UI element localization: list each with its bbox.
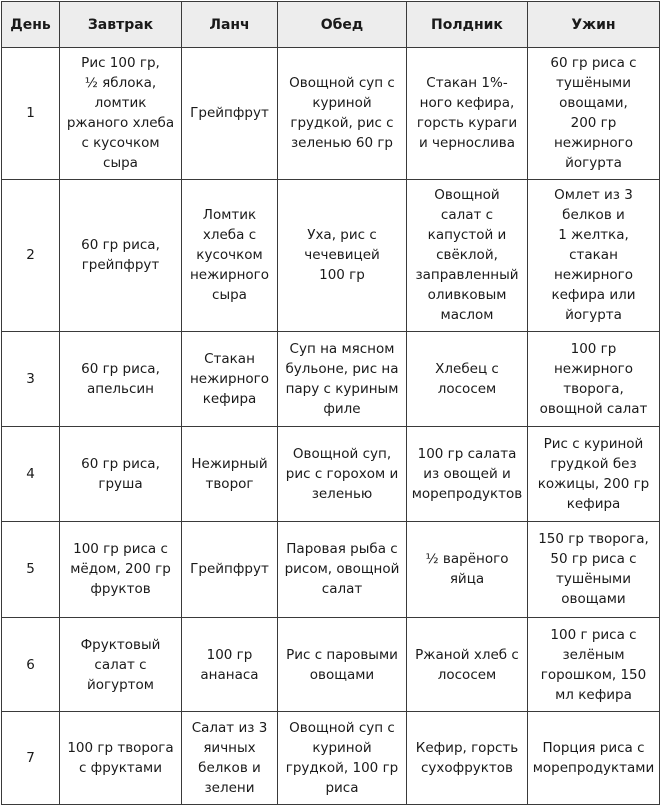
table-row xyxy=(2,617,660,712)
header-row xyxy=(2,2,660,48)
diet-menu-table xyxy=(1,1,660,805)
day-cell: 6 xyxy=(2,617,60,712)
header-lunch: Ланч xyxy=(182,2,278,48)
dinner-cell: Овощной суп с куриной грудкой, 100 гр риса xyxy=(278,712,407,805)
day-cell: 7 xyxy=(2,712,60,805)
table-row xyxy=(2,48,660,180)
day-cell: 4 xyxy=(2,427,60,522)
lunch-cell: Стакан нежирного кефира xyxy=(182,331,278,427)
dinner-cell: Суп на мясном бульоне, рис на пару с куриным филе xyxy=(278,331,407,427)
table-row xyxy=(2,522,660,618)
supper-cell: 150 гр творога, 50 гр риса с тушёными овощами xyxy=(528,522,660,618)
supper-cell: Рис с куриной грудкой без кожицы, 200 гр кефира xyxy=(528,427,660,522)
lunch-cell: 100 гр ананаса xyxy=(182,617,278,712)
day-cell: 3 xyxy=(2,331,60,427)
header-dinner: Обед xyxy=(278,2,407,48)
breakfast-cell: 100 гр творога с фруктами xyxy=(60,712,182,805)
lunch-cell: Салат из 3 яичных белков и зелени xyxy=(182,712,278,805)
table-row xyxy=(2,331,660,427)
header-breakfast: Завтрак xyxy=(60,2,182,48)
snack-cell: Стакан 1%- ного кефира, горсть кураги и чернослива xyxy=(407,48,528,180)
lunch-cell: Нежирный творог xyxy=(182,427,278,522)
dinner-cell: Паровая рыба с рисом, овощной салат xyxy=(278,522,407,618)
snack-cell: Хлебец с лососем xyxy=(407,331,528,427)
table-row xyxy=(2,712,660,805)
day-cell: 1 xyxy=(2,48,60,180)
breakfast-cell: Рис 100 гр, ½ яблока, ломтик ржаного хлеба с кусочком сыра xyxy=(60,48,182,180)
supper-cell: 100 гр нежирного творога, овощной салат xyxy=(528,331,660,427)
table-row xyxy=(2,427,660,522)
table-row xyxy=(2,179,660,331)
snack-cell: 100 гр салата из овощей и морепродуктов xyxy=(407,427,528,522)
lunch-cell: Грейпфрут xyxy=(182,48,278,180)
breakfast-cell: 60 гр риса, груша xyxy=(60,427,182,522)
snack-cell: Овощной салат с капустой и свёклой, заправленный оливковым маслом xyxy=(407,179,528,331)
day-cell: 2 xyxy=(2,179,60,331)
header-snack: Полдник xyxy=(407,2,528,48)
breakfast-cell: Фруктовый салат с йогуртом xyxy=(60,617,182,712)
header-supper: Ужин xyxy=(528,2,660,48)
supper-cell: 60 гр риса с тушёными овощами, 200 гр нежирного йогурта xyxy=(528,48,660,180)
supper-cell: Омлет из 3 белков и 1 желтка, стакан нежирного кефира или йогурта xyxy=(528,179,660,331)
snack-cell: Ржаной хлеб с лососем xyxy=(407,617,528,712)
snack-cell: Кефир, горсть сухофруктов xyxy=(407,712,528,805)
dinner-cell: Рис с паровыми овощами xyxy=(278,617,407,712)
supper-cell: Порция риса с морепродуктами xyxy=(528,712,660,805)
supper-cell: 100 г риса с зелёным горошком, 150 мл кефира xyxy=(528,617,660,712)
dinner-cell: Уха, рис с чечевицей 100 гр xyxy=(278,179,407,331)
header-day: День xyxy=(2,2,60,48)
lunch-cell: Ломтик хлеба с кусочком нежирного сыра xyxy=(182,179,278,331)
breakfast-cell: 60 гр риса, грейпфрут xyxy=(60,179,182,331)
snack-cell: ½ варёного яйца xyxy=(407,522,528,618)
dinner-cell: Овощной суп, рис с горохом и зеленью xyxy=(278,427,407,522)
breakfast-cell: 60 гр риса, апельсин xyxy=(60,331,182,427)
day-cell: 5 xyxy=(2,522,60,618)
dinner-cell: Овощной суп с куриной грудкой, рис с зеленью 60 гр xyxy=(278,48,407,180)
breakfast-cell: 100 гр риса с мёдом, 200 гр фруктов xyxy=(60,522,182,618)
lunch-cell: Грейпфрут xyxy=(182,522,278,618)
